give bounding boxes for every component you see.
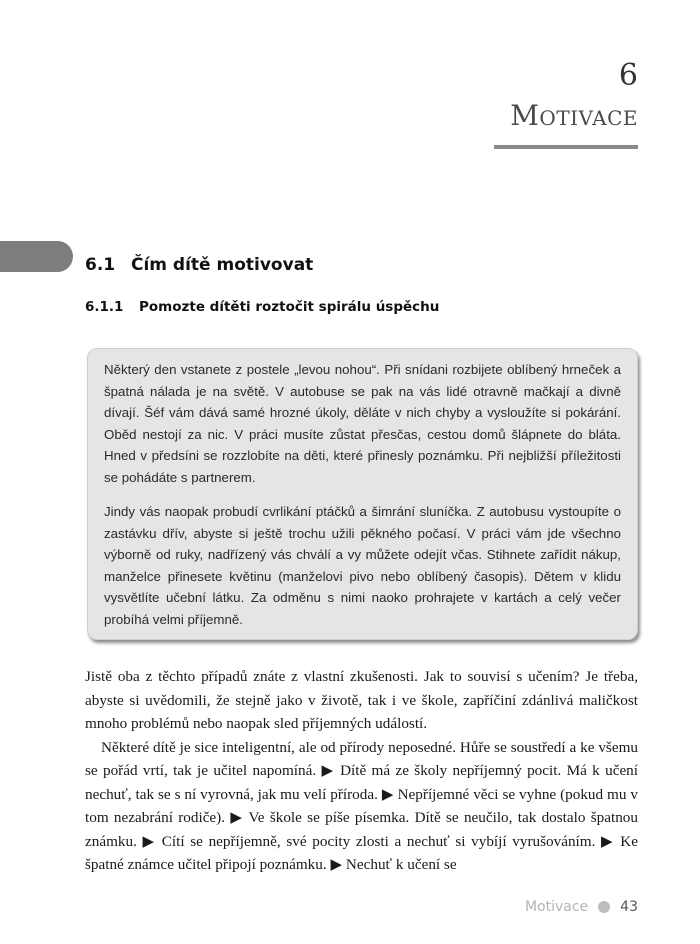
- footer-dot-icon: [598, 901, 610, 913]
- page-number: 43: [620, 899, 638, 915]
- body-paragraph: Jistě oba z těchto případů znáte z vlastní zkušenosti. Jak to souvisí s učením? Je třeba, abyste si uvědomili, že stejně jako v životě, tak i ve škole, zapříčiní zdánlivá maličkost mnoho problémů nebo naopak sled příjemných událostí.: [85, 668, 638, 732]
- callout-paragraph: Jindy vás naopak probudí cvrlikání ptáčků a šimrání sluníčka. Z autobusu vystoupíte o zastávku dřív, abyste si ještě trochu užili pěkného počasí. V práci vám jde všechno výborně od ruky, nadřízený vás chválí a vy můžete odejít včas. Stihnete zařídit nákup, manželce přinesete květinu (manželovi pivo nebo oblíbený časopis). Dětem v klidu vysvětlíte učební látku. Za odměnu s nimi naoko prohrajete v kartách a celý večer probíhá velmi příjemně.: [104, 504, 621, 627]
- section-number: 6.1: [85, 255, 116, 275]
- callout-box: [87, 348, 638, 640]
- body-paragraph: Některé dítě je sice inteligentní, ale od přírody neposedné. Hůře se soustředí a ke všemu se pořád vrtí, tak je učitel napomíná. ▶ Dítě má ze školy nepříjemný pocit. Má k učení nechuť, tak se s ní vyrovná, jak mu velí příroda. ▶ Nepříjemné věci se vyhne (pokud mu v tom nezabrání rodiče). ▶ Ve škole se píše písemka. Dítě se neučilo, tak dostalo špatnou známku. ▶ Cítí se nepříjemně, své pocity zlosti a nechuť si vybíjí vyrušováním. ▶ Ke špatné známce učitel připojí poznámku. ▶ Nechuť k učení se: [85, 738, 638, 873]
- subsection-title: Pomozte dítěti roztočit spirálu úspěchu: [139, 299, 440, 315]
- section-heading: [85, 255, 313, 275]
- section-marker-tab: [0, 241, 73, 272]
- chapter-title-rule: [494, 145, 638, 149]
- page-footer: [525, 899, 638, 915]
- callout-paragraph: Některý den vstanete z postele „levou nohou“. Při snídani rozbijete oblíbený hrneček a špatná nálada je na světě. V autobuse se pak na vás lidé otravně mačkají a divně dívají. Šéf vám dává samé hrozné úkoly, děláte v nich chyby a vysloužíte si pokárání. Oběd nestojí za nic. V práci musíte zůstat přesčas, cestou domů šlápnete do bláta. Hned v předsíni se rozzlobíte na děti, které přinesly poznámku. Při nejbližší příležitosti se pohádáte s partnerem.: [104, 362, 621, 485]
- chapter-title: Motivace: [510, 99, 638, 132]
- footer-chapter-label: Motivace: [524, 899, 589, 915]
- chapter-number: 6: [618, 58, 638, 93]
- body-text: [85, 665, 638, 877]
- subsection-heading: [85, 299, 439, 315]
- subsection-number: 6.1.1: [85, 299, 124, 315]
- section-title: Čím dítě motivovat: [131, 255, 314, 275]
